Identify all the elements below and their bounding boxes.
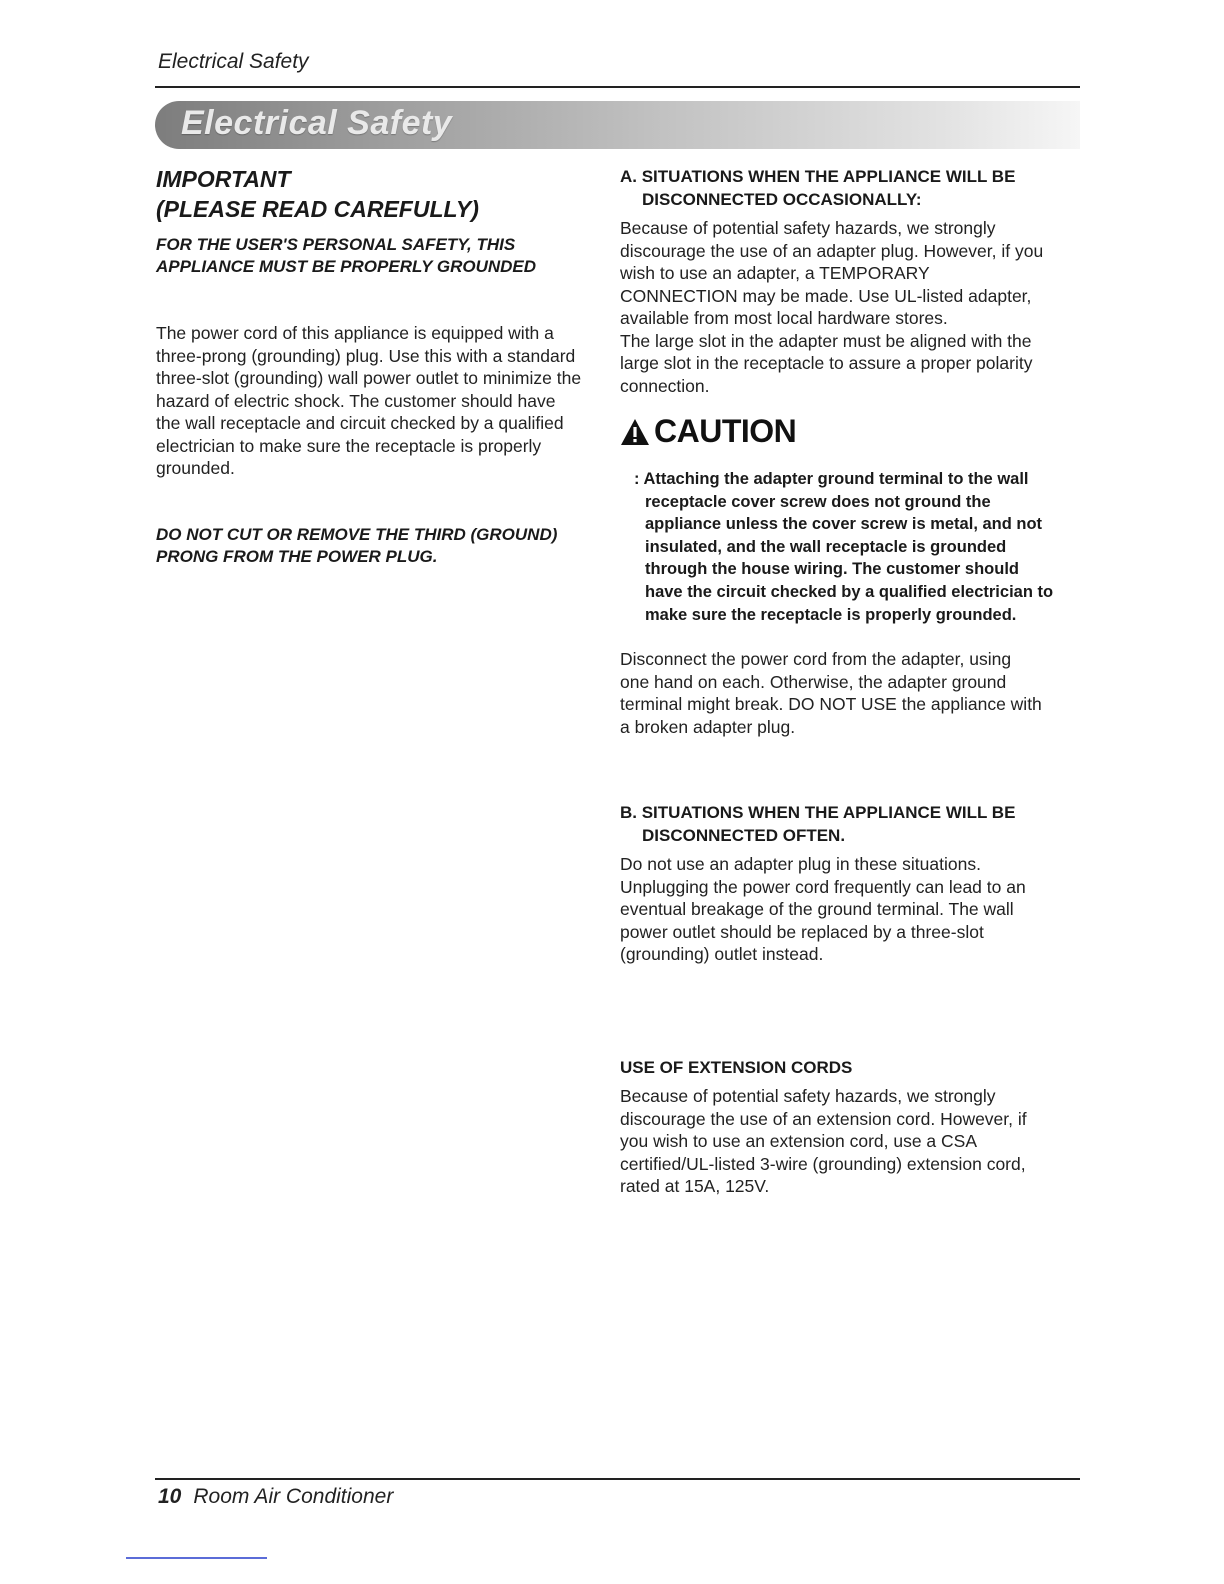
warning-line-2: PRONG FROM THE POWER PLUG. <box>156 546 438 566</box>
paragraph-line: Because of potential safety hazards, we strongly <box>620 218 996 238</box>
extension-cords-heading: USE OF EXTENSION CORDS <box>620 1057 853 1077</box>
paragraph-line: three-slot (grounding) wall power outlet to minimize the <box>156 368 582 388</box>
caution-line: receptacle cover screw does not ground the <box>645 492 991 511</box>
warning-triangle-icon <box>620 418 650 446</box>
caution-heading <box>620 413 1072 450</box>
paragraph-line: discourage the use of an extension cord. However, if <box>620 1108 1027 1129</box>
paragraph-line: one hand on each. Otherwise, the adapter ground <box>620 671 1007 692</box>
paragraph-line: Disconnect the power cord from the adapter, using <box>620 649 1012 670</box>
paragraph-line: Do not use an adapter plug in these situations. <box>620 854 981 875</box>
paragraph-line: a broken adapter plug. <box>620 716 796 737</box>
paragraph-line: available from most local hardware stores. <box>620 308 948 328</box>
paragraph-line: Unplugging the power cord frequently can lead to an <box>620 876 1026 897</box>
left-column <box>156 164 606 568</box>
caution-line: make sure the receptacle is properly grounded. <box>645 605 1017 624</box>
paragraph-line: power outlet should be replaced by a three-slot <box>620 921 984 942</box>
footer-title: Room Air Conditioner <box>193 1485 394 1508</box>
banner-title: Electrical Safety <box>181 104 453 142</box>
section-banner <box>155 101 1080 149</box>
header-divider <box>155 86 1080 88</box>
important-line-2: (PLEASE READ CAREFULLY) <box>156 196 479 222</box>
paragraph-line: Because of potential safety hazards, we strongly <box>620 1086 996 1107</box>
paragraph-line: electrician to make sure the receptacle is properly <box>156 435 542 456</box>
paragraph-line: you wish to use an extension cord, use a CSA <box>620 1131 978 1152</box>
page-number: 10 <box>158 1485 182 1508</box>
paragraph-line: large slot in the receptacle to assure a proper polarity <box>620 353 1033 373</box>
section-a-heading-line-2: DISCONNECTED OCCASIONALLY: <box>642 189 922 209</box>
section-a-heading-line-1: A. SITUATIONS WHEN THE APPLIANCE WILL BE <box>620 167 1016 186</box>
right-column <box>620 166 1072 1198</box>
running-header-title: Electrical Safety <box>158 50 309 73</box>
paragraph-line: connection. <box>620 375 710 396</box>
section-a-heading <box>620 166 1072 211</box>
section-b-paragraph <box>620 853 1072 966</box>
grounding-notice-line-2: APPLIANCE MUST BE PROPERLY GROUNDED <box>156 257 537 276</box>
important-line-1: IMPORTANT <box>156 166 291 192</box>
section-b <box>620 802 1072 966</box>
section-b-heading-line-1: B. SITUATIONS WHEN THE APPLIANCE WILL BE <box>620 803 1016 823</box>
paragraph-line: discourage the use of an adapter plug. However, if you <box>620 240 1044 261</box>
power-cord-paragraph <box>156 322 606 480</box>
paragraph-line: wish to use an adapter, a TEMPORARY <box>620 263 930 283</box>
grounding-notice <box>156 234 606 278</box>
paragraph-line: certified/UL-listed 3-wire (grounding) extension cord, <box>620 1153 1026 1174</box>
page-footer <box>158 1485 393 1509</box>
paragraph-line: three-prong (grounding) plug. Use this with a standard <box>156 345 576 366</box>
grounding-notice-line-1: FOR THE USER'S PERSONAL SAFETY, THIS <box>156 235 516 254</box>
paragraph-line: The power cord of this appliance is equipped with a <box>156 323 554 343</box>
caution-paragraph <box>634 468 1075 626</box>
warning-line-1: DO NOT CUT OR REMOVE THE THIRD (GROUND) <box>156 524 558 544</box>
paragraph-line: (grounding) outlet instead. <box>620 944 824 965</box>
extension-cords-paragraph <box>620 1085 1072 1198</box>
section-b-heading-line-2: DISCONNECTED OFTEN. <box>642 825 846 845</box>
section-a-paragraph <box>620 217 1072 397</box>
paragraph-line: hazard of electric shock. The customer should have <box>156 390 556 411</box>
important-heading <box>156 164 606 224</box>
footer-divider <box>155 1478 1080 1480</box>
section-b-heading <box>620 802 1072 847</box>
disconnect-paragraph <box>620 648 1072 738</box>
paragraph-line: rated at 15A, 125V. <box>620 1176 770 1197</box>
link-underline <box>126 1557 267 1559</box>
caution-line: : Attaching the adapter ground terminal to the wall <box>634 470 1029 488</box>
paragraph-line: the wall receptacle and circuit checked by a qualified <box>156 413 564 433</box>
paragraph-line: The large slot in the adapter must be aligned with the <box>620 330 1032 351</box>
paragraph-line: grounded. <box>156 458 235 478</box>
caution-line: insulated, and the wall receptacle is grounded <box>645 537 1007 556</box>
caution-title: CAUTION <box>654 413 797 449</box>
extension-cords-section <box>620 1057 1072 1198</box>
paragraph-line: eventual breakage of the ground terminal. The wall <box>620 899 1014 920</box>
paragraph-line: terminal might break. DO NOT USE the appliance with <box>620 694 1042 715</box>
caution-line: appliance unless the cover screw is metal, and not <box>645 515 1043 534</box>
paragraph-line: CONNECTION may be made. Use UL-listed adapter, <box>620 285 1032 306</box>
caution-line: through the house wiring. The customer should <box>645 560 1020 579</box>
ground-prong-warning <box>156 524 606 568</box>
caution-line: have the circuit checked by a qualified electrician to <box>645 582 1054 601</box>
